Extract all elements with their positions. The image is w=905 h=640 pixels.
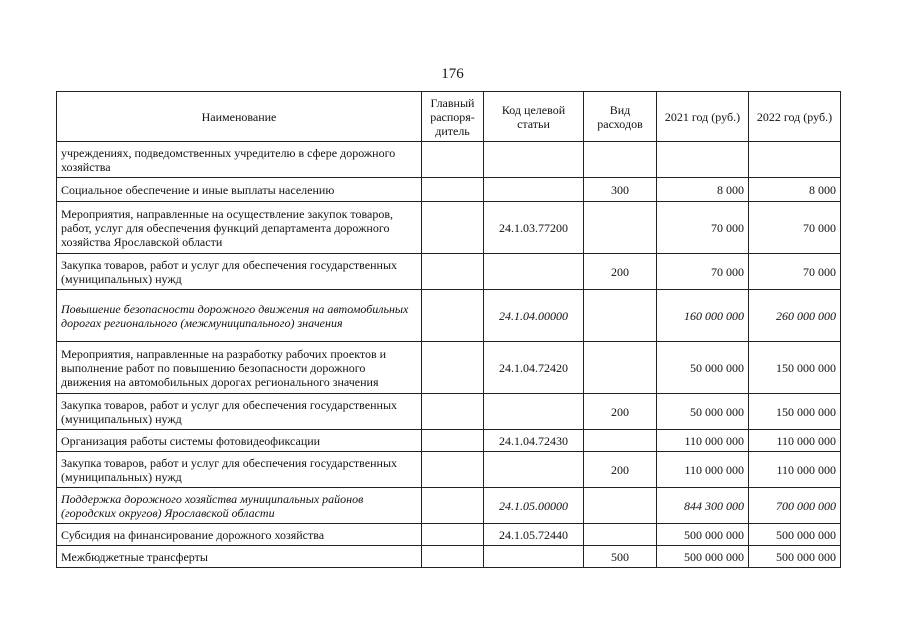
row-name: Поддержка дорожного хозяйства муниципальных районов (городских округов) Ярославской области: [57, 488, 422, 524]
row-name: Социальное обеспечение и иные выплаты населению: [57, 178, 422, 202]
row-kind: [584, 430, 657, 452]
row-kind: 500: [584, 546, 657, 568]
table-row: [57, 488, 841, 524]
row-amount-2022: 110 000 000: [749, 430, 841, 452]
table-row: [57, 290, 841, 342]
row-name: Закупка товаров, работ и услуг для обеспечения государственных (муниципальных) нужд: [57, 452, 422, 488]
header-2022: 2022 год (руб.): [749, 92, 841, 142]
row-kind: [584, 290, 657, 342]
row-manager: [422, 290, 484, 342]
row-amount-2021: [657, 142, 749, 178]
row-manager: [422, 178, 484, 202]
row-amount-2022: 70 000: [749, 254, 841, 290]
table-header-row: [57, 92, 841, 142]
row-manager: [422, 142, 484, 178]
row-amount-2022: [749, 142, 841, 178]
row-name: Мероприятия, направленные на разработку рабочих проектов и выполнение работ по повышению безопасности дорожного движения на автомобильных дорогах регионального значения: [57, 342, 422, 394]
row-code: [484, 254, 584, 290]
row-amount-2021: 500 000 000: [657, 546, 749, 568]
table-row: [57, 452, 841, 488]
row-amount-2022: 700 000 000: [749, 488, 841, 524]
header-name: Наименование: [57, 92, 422, 142]
row-code: 24.1.04.72420: [484, 342, 584, 394]
row-code: [484, 178, 584, 202]
table-row: [57, 142, 841, 178]
row-code: 24.1.05.00000: [484, 488, 584, 524]
row-manager: [422, 342, 484, 394]
row-name: Закупка товаров, работ и услуг для обеспечения государственных (муниципальных) нужд: [57, 394, 422, 430]
table-row: [57, 342, 841, 394]
row-amount-2022: 260 000 000: [749, 290, 841, 342]
row-amount-2021: 50 000 000: [657, 342, 749, 394]
row-name: Повышение безопасности дорожного движения на автомобильных дорогах регионального (межмуниципального) значения: [57, 290, 422, 342]
row-code: [484, 452, 584, 488]
row-kind: [584, 488, 657, 524]
row-name: учреждениях, подведомственных учредителю в сфере дорожного хозяйства: [57, 142, 422, 178]
row-manager: [422, 452, 484, 488]
row-manager: [422, 254, 484, 290]
budget-table: [56, 91, 841, 568]
row-kind: [584, 142, 657, 178]
row-name: Межбюджетные трансферты: [57, 546, 422, 568]
table-row: [57, 546, 841, 568]
row-amount-2022: 70 000: [749, 202, 841, 254]
table-row: [57, 178, 841, 202]
header-2021: 2021 год (руб.): [657, 92, 749, 142]
row-kind: [584, 202, 657, 254]
table-row: [57, 524, 841, 546]
row-amount-2022: 8 000: [749, 178, 841, 202]
table-row: [57, 254, 841, 290]
row-manager: [422, 524, 484, 546]
row-amount-2021: 110 000 000: [657, 430, 749, 452]
table-row: [57, 394, 841, 430]
row-manager: [422, 430, 484, 452]
row-code: 24.1.05.72440: [484, 524, 584, 546]
row-amount-2022: 500 000 000: [749, 546, 841, 568]
row-name: Организация работы системы фотовидеофиксации: [57, 430, 422, 452]
row-manager: [422, 488, 484, 524]
header-code: Код целевой статьи: [484, 92, 584, 142]
row-code: 24.1.04.72430: [484, 430, 584, 452]
row-code: 24.1.04.00000: [484, 290, 584, 342]
row-amount-2021: 70 000: [657, 254, 749, 290]
row-amount-2021: 160 000 000: [657, 290, 749, 342]
row-kind: 300: [584, 178, 657, 202]
row-name: Закупка товаров, работ и услуг для обеспечения государственных (муниципальных) нужд: [57, 254, 422, 290]
row-manager: [422, 394, 484, 430]
row-kind: [584, 342, 657, 394]
row-name: Субсидия на финансирование дорожного хозяйства: [57, 524, 422, 546]
table-row: [57, 430, 841, 452]
page-number: 176: [441, 66, 464, 82]
row-amount-2021: 500 000 000: [657, 524, 749, 546]
header-kind: Вид расходов: [584, 92, 657, 142]
header-manager: Главный распоря-дитель: [422, 92, 484, 142]
row-kind: [584, 524, 657, 546]
row-amount-2022: 500 000 000: [749, 524, 841, 546]
row-amount-2021: 70 000: [657, 202, 749, 254]
row-amount-2021: 8 000: [657, 178, 749, 202]
row-amount-2022: 150 000 000: [749, 394, 841, 430]
row-code: [484, 394, 584, 430]
row-amount-2021: 50 000 000: [657, 394, 749, 430]
row-amount-2021: 844 300 000: [657, 488, 749, 524]
row-amount-2021: 110 000 000: [657, 452, 749, 488]
table-row: [57, 202, 841, 254]
row-code: [484, 546, 584, 568]
row-amount-2022: 150 000 000: [749, 342, 841, 394]
row-kind: 200: [584, 452, 657, 488]
row-name: Мероприятия, направленные на осуществление закупок товаров, работ, услуг для обеспечения функций департамента дорожного хозяйства Ярославской области: [57, 202, 422, 254]
row-manager: [422, 546, 484, 568]
row-amount-2022: 110 000 000: [749, 452, 841, 488]
row-code: [484, 142, 584, 178]
row-kind: 200: [584, 394, 657, 430]
row-manager: [422, 202, 484, 254]
row-code: 24.1.03.77200: [484, 202, 584, 254]
row-kind: 200: [584, 254, 657, 290]
